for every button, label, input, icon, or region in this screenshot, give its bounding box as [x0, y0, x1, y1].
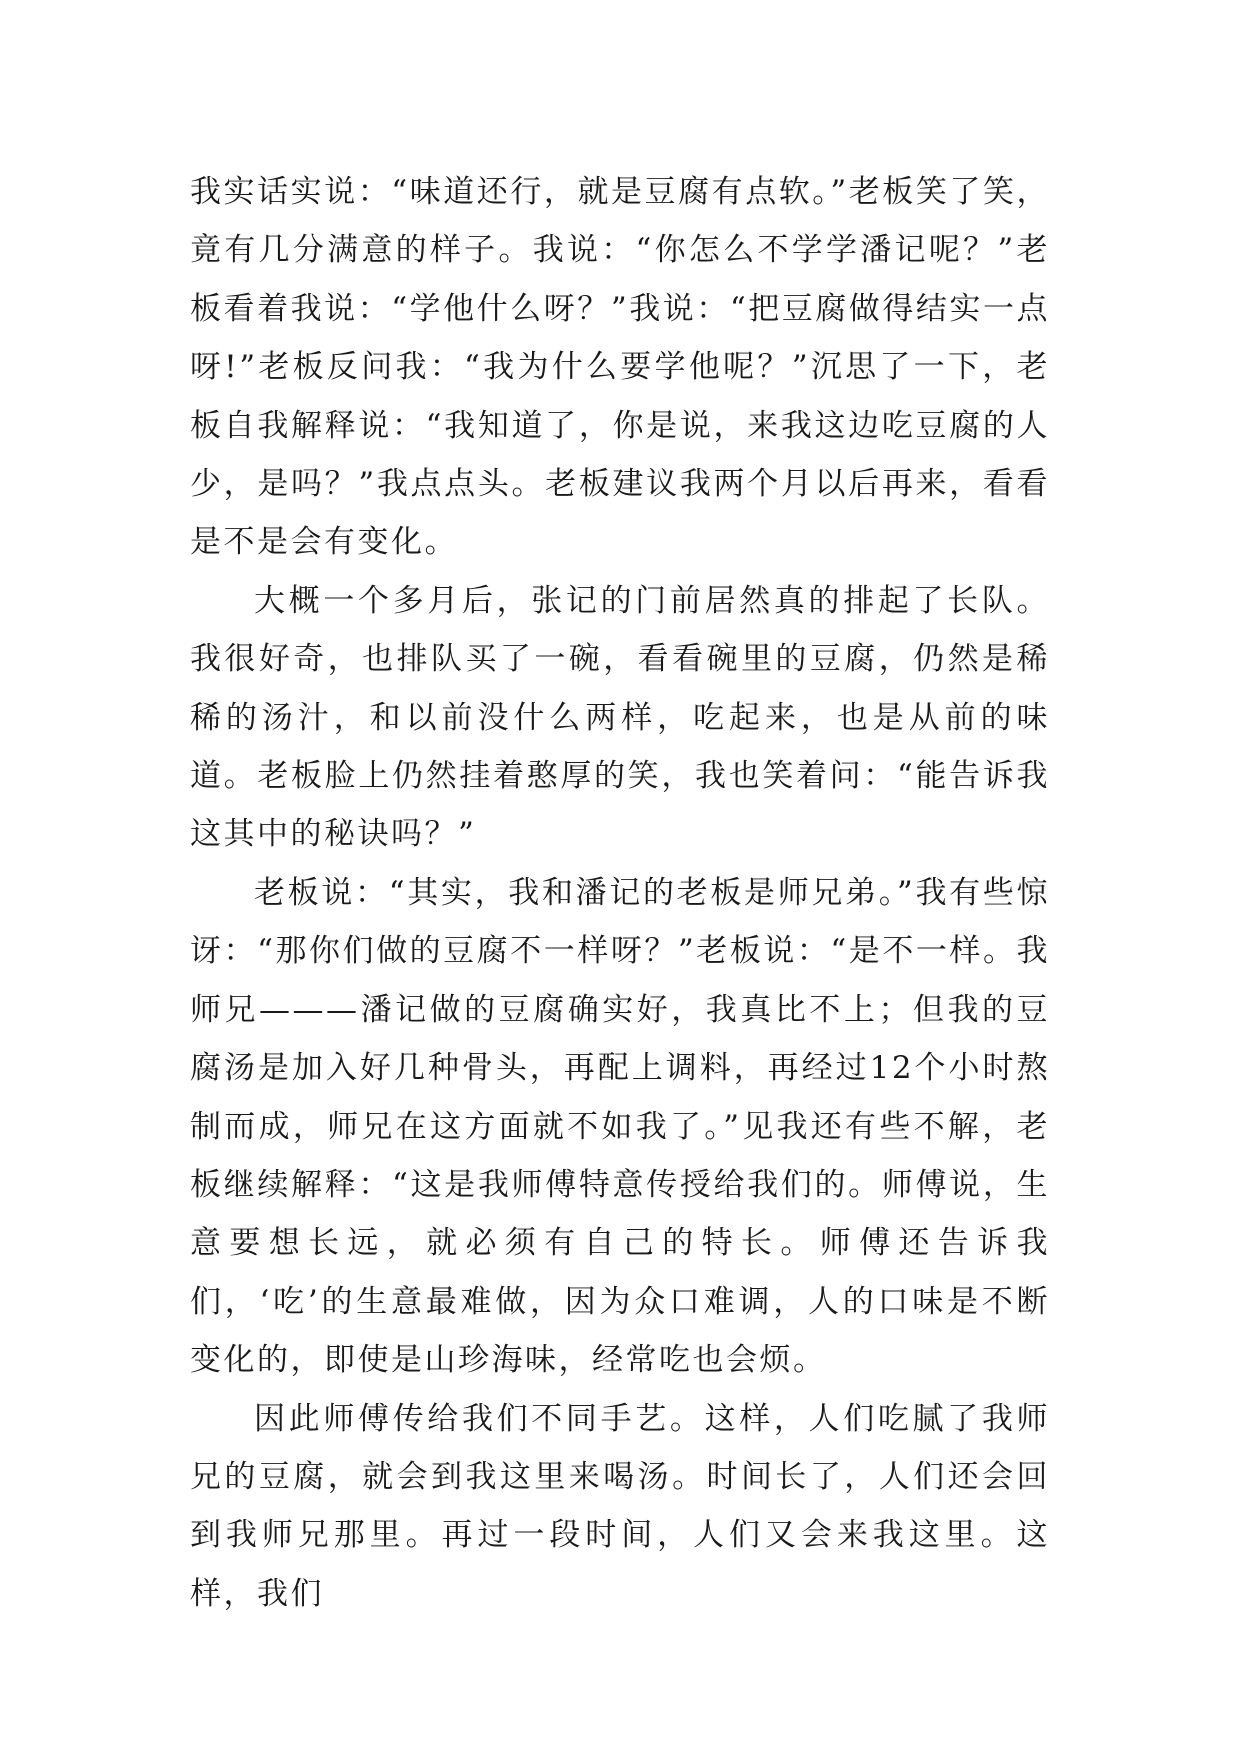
paragraph-1: 我实话实说：“味道还行，就是豆腐有点软。”老板笑了笑，竟有几分满意的样子。我说：“你怎么不学学潘记呢？”老板看着我说：“学他什么呀？”我说：“把豆腐做得结实一点呀!”老板反问我：“我为什么要学他呢？”沉思了一下，老板自我解释说：“我知道了，你是说，来我这边吃豆腐的人少，是吗？”我点点头。老板建议我两个月以后再来，看看是不是会有变化。 — [190, 174, 1050, 561]
paragraph-2: 大概一个多月后，张记的门前居然真的排起了长队。我很好奇，也排队买了一碗，看看碗里的豆腐，仍然是稀稀的汤汁，和以前没什么两样，吃起来，也是从前的味道。老板脸上仍然挂着憨厚的笑，我也笑着问：“能告诉我这其中的秘诀吗？” — [190, 582, 1050, 853]
paragraph-4: 因此师傅传给我们不同手艺。这样，人们吃腻了我师兄的豆腐，就会到我这里来喝汤。时间长了，人们还会回到我师兄那里。再过一段时间，人们又会来我这里。这样，我们 — [190, 1400, 1050, 1612]
article-body — [190, 163, 1050, 1623]
paragraph-3: 老板说：“其实，我和潘记的老板是师兄弟。”我有些惊讶：“那你们做的豆腐不一样呀？”老板说：“是不一样。我师兄———潘记做的豆腐确实好，我真比不上；但我的豆腐汤是加入好几种骨头，再配上调料，再经过12个小时熬制而成，师兄在这方面就不如我了。”见我还有些不解，老板继续解释：“这是我师傅特意传授给我们的。师傅说，生意要想长远，就必须有自己的特长。师傅还告诉我们，‘吃’的生意最难做，因为众口难调，人的口味是不断变化的，即使是山珍海味，经常吃也会烦。 — [190, 874, 1050, 1379]
